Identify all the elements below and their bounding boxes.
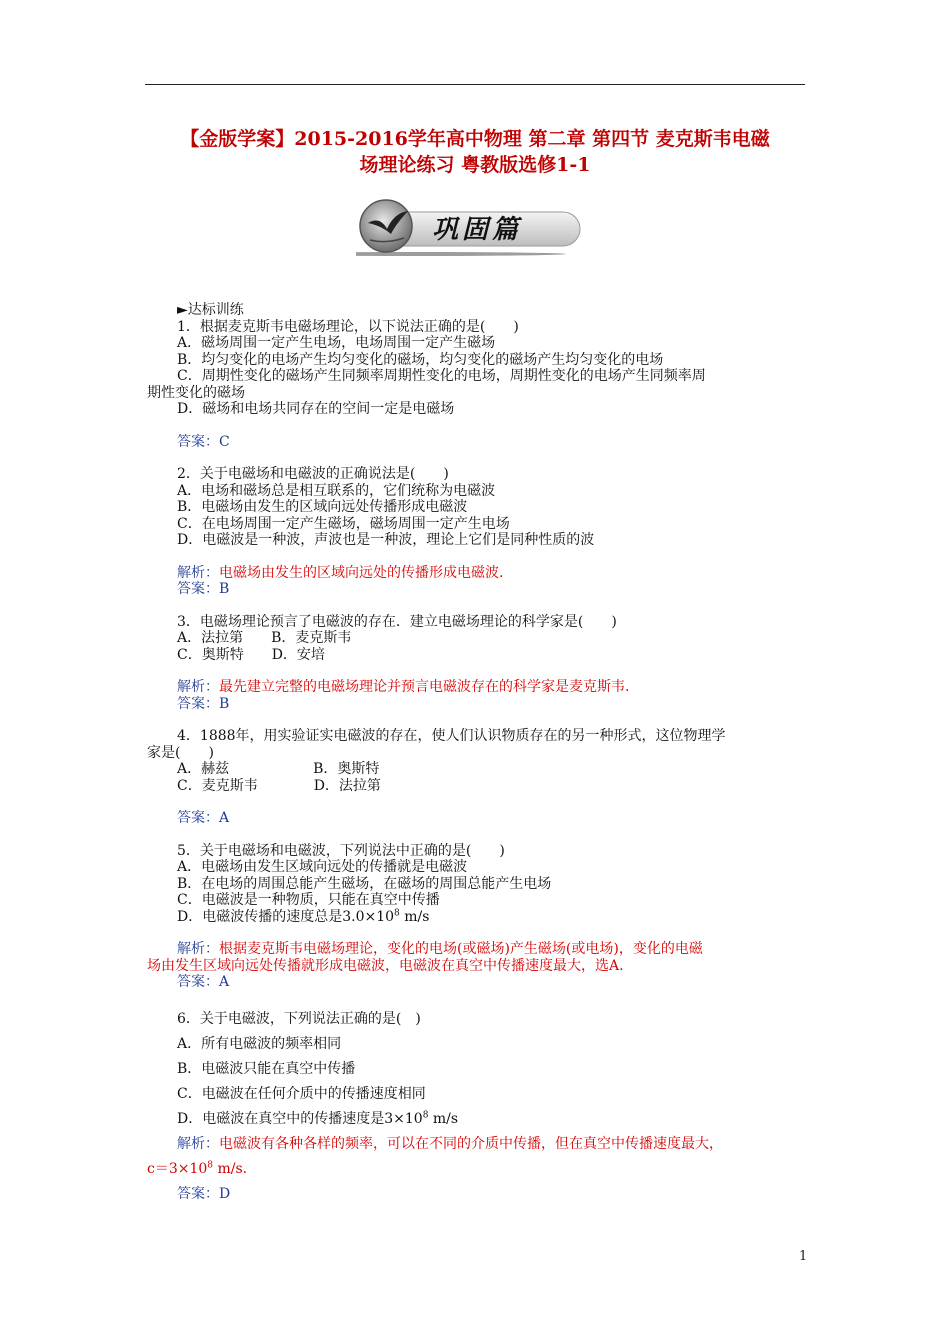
q6-answer: 答案：D	[177, 1185, 231, 1202]
q3-answer: 答案：B	[177, 695, 230, 712]
q5-analysis-label: 解析：	[177, 941, 219, 957]
q6-option-d-text: D．电磁波在真空中的传播速度是3×10	[177, 1110, 423, 1127]
q4-stem: 4．1888年，用实验证实电磁波的存在，使人们认识物质存在的另一种形式，这位物理学	[177, 728, 726, 744]
q1-answer: 答案：C	[177, 433, 230, 450]
q2-analysis-text: 电磁场由发生的区域向远处的传播形成电磁波.	[219, 564, 504, 581]
q5-option-a: A．电磁场由发生区域向远处的传播就是电磁波	[177, 859, 468, 875]
q2-option-b: B．电磁场由发生的区域向远处传播形成电磁波	[177, 499, 468, 515]
exercise-content	[147, 302, 807, 1207]
q6-analysis-label: 解析：	[177, 1135, 219, 1152]
q5-option-c: C．电磁波是一种物质，只能在真空中传播	[177, 892, 440, 908]
q3-options-ab: A．法拉第 B．麦克斯韦	[177, 630, 352, 646]
q4-options-ab: A．赫兹 B．奥斯特	[177, 761, 380, 777]
q6-analysis	[147, 1132, 807, 1157]
q1-option-b: B．均匀变化的电场产生均匀变化的磁场，均匀变化的磁场产生均匀变化的电场	[177, 351, 664, 368]
q6-stem: 6．关于电磁波，下列说法正确的是( )	[177, 1010, 421, 1027]
q6-analysis-formula: c＝3×10	[147, 1160, 208, 1177]
q5-answer: 答案：A	[177, 974, 230, 990]
q5-option-d	[147, 909, 807, 926]
q5-analysis	[147, 941, 807, 958]
question-2	[147, 466, 807, 598]
q6-option-d	[147, 1107, 807, 1132]
q1-option-d: D．磁场和电场共同存在的空间一定是电磁场	[177, 401, 455, 417]
q3-analysis-label: 解析：	[177, 679, 219, 695]
q1-stem: 1．根据麦克斯韦电磁场理论，以下说法正确的是( )	[177, 318, 519, 335]
q4-options-cd: C．麦克斯韦 D．法拉第	[177, 777, 381, 794]
q5-option-d-unit: m/s	[399, 908, 430, 925]
q2-option-c: C．在电场周围一定产生磁场，磁场周围一定产生电场	[177, 515, 510, 532]
banner-text: 巩固篇	[432, 215, 523, 245]
title-line-1: 【金版学案】2015-2016学年高中物理 第二章 第四节 麦克斯韦电磁	[180, 128, 770, 150]
section-heading: ►达标训练	[177, 302, 244, 318]
question-3	[147, 614, 807, 713]
q6-option-b: B．电磁波只能在真空中传播	[177, 1060, 356, 1077]
q5-option-d-text: D．电磁波传播的速度总是3.0×10	[177, 908, 395, 925]
q6-analysis-cont	[147, 1157, 807, 1182]
q2-answer: 答案：B	[177, 581, 230, 597]
q2-analysis-label: 解析：	[177, 564, 219, 581]
q1-option-a: A．磁场周围一定产生电场，电场周围一定产生磁场	[177, 335, 496, 351]
q6-analysis-exponent: 8	[207, 1159, 214, 1170]
header-rule	[145, 84, 805, 85]
q5-option-b: B．在电场的周围总能产生磁场，在磁场的周围总能产生电场	[177, 875, 552, 892]
q3-options-cd: C．奥斯特 D．安培	[177, 646, 325, 663]
q6-analysis-unit: m/s.	[213, 1160, 248, 1177]
question-6	[147, 1007, 807, 1207]
q5-analysis-text: 根据麦克斯韦电磁场理论，变化的电场(或磁场)产生磁场(或电场)，变化的电磁	[219, 941, 703, 957]
q6-option-d-exponent: 8	[422, 1109, 429, 1120]
q3-analysis-text: 最先建立完整的电磁场理论并预言电磁波存在的科学家是麦克斯韦.	[219, 679, 630, 695]
q2-analysis	[147, 565, 807, 582]
q1-option-c: C．周期性变化的磁场产生同频率周期性变化的电场，周期性变化的电场产生同频率周	[177, 368, 706, 384]
q1-option-c-cont: 期性变化的磁场	[147, 384, 245, 401]
q6-option-c: C．电磁波在任何介质中的传播速度相同	[177, 1085, 426, 1102]
q5-analysis-cont: 场由发生区域向远处传播就形成电磁波，电磁波在真空中传播速度最大，选A.	[147, 957, 624, 974]
question-5	[147, 843, 807, 991]
q5-stem: 5．关于电磁场和电磁波，下列说法中正确的是( )	[177, 842, 505, 859]
section-banner	[356, 196, 586, 256]
q4-stem-cont: 家是( )	[147, 744, 214, 761]
q2-option-a: A．电场和磁场总是相互联系的，它们统称为电磁波	[177, 482, 496, 499]
q6-option-a: A．所有电磁波的频率相同	[177, 1035, 342, 1052]
page-number: 1	[799, 1249, 808, 1264]
q3-analysis	[147, 679, 807, 696]
question-1	[147, 319, 807, 451]
q6-option-d-unit: m/s	[428, 1110, 459, 1127]
q3-stem: 3．电磁场理论预言了电磁波的存在．建立电磁场理论的科学家是( )	[177, 613, 617, 630]
question-4	[147, 728, 807, 827]
document-title	[145, 126, 805, 178]
q2-option-d: D．电磁波是一种波，声波也是一种波，理论上它们是同种性质的波	[177, 532, 595, 548]
q5-option-d-exponent: 8	[394, 907, 400, 918]
q6-analysis-text: 电磁波有各种各样的频率，可以在不同的介质中传播，但在真空中传播速度最大，	[219, 1135, 723, 1152]
q4-answer: 答案：A	[177, 810, 230, 826]
title-line-2: 场理论练习 粤教版选修1-1	[359, 154, 591, 176]
q2-stem: 2．关于电磁场和电磁波的正确说法是( )	[177, 466, 449, 482]
